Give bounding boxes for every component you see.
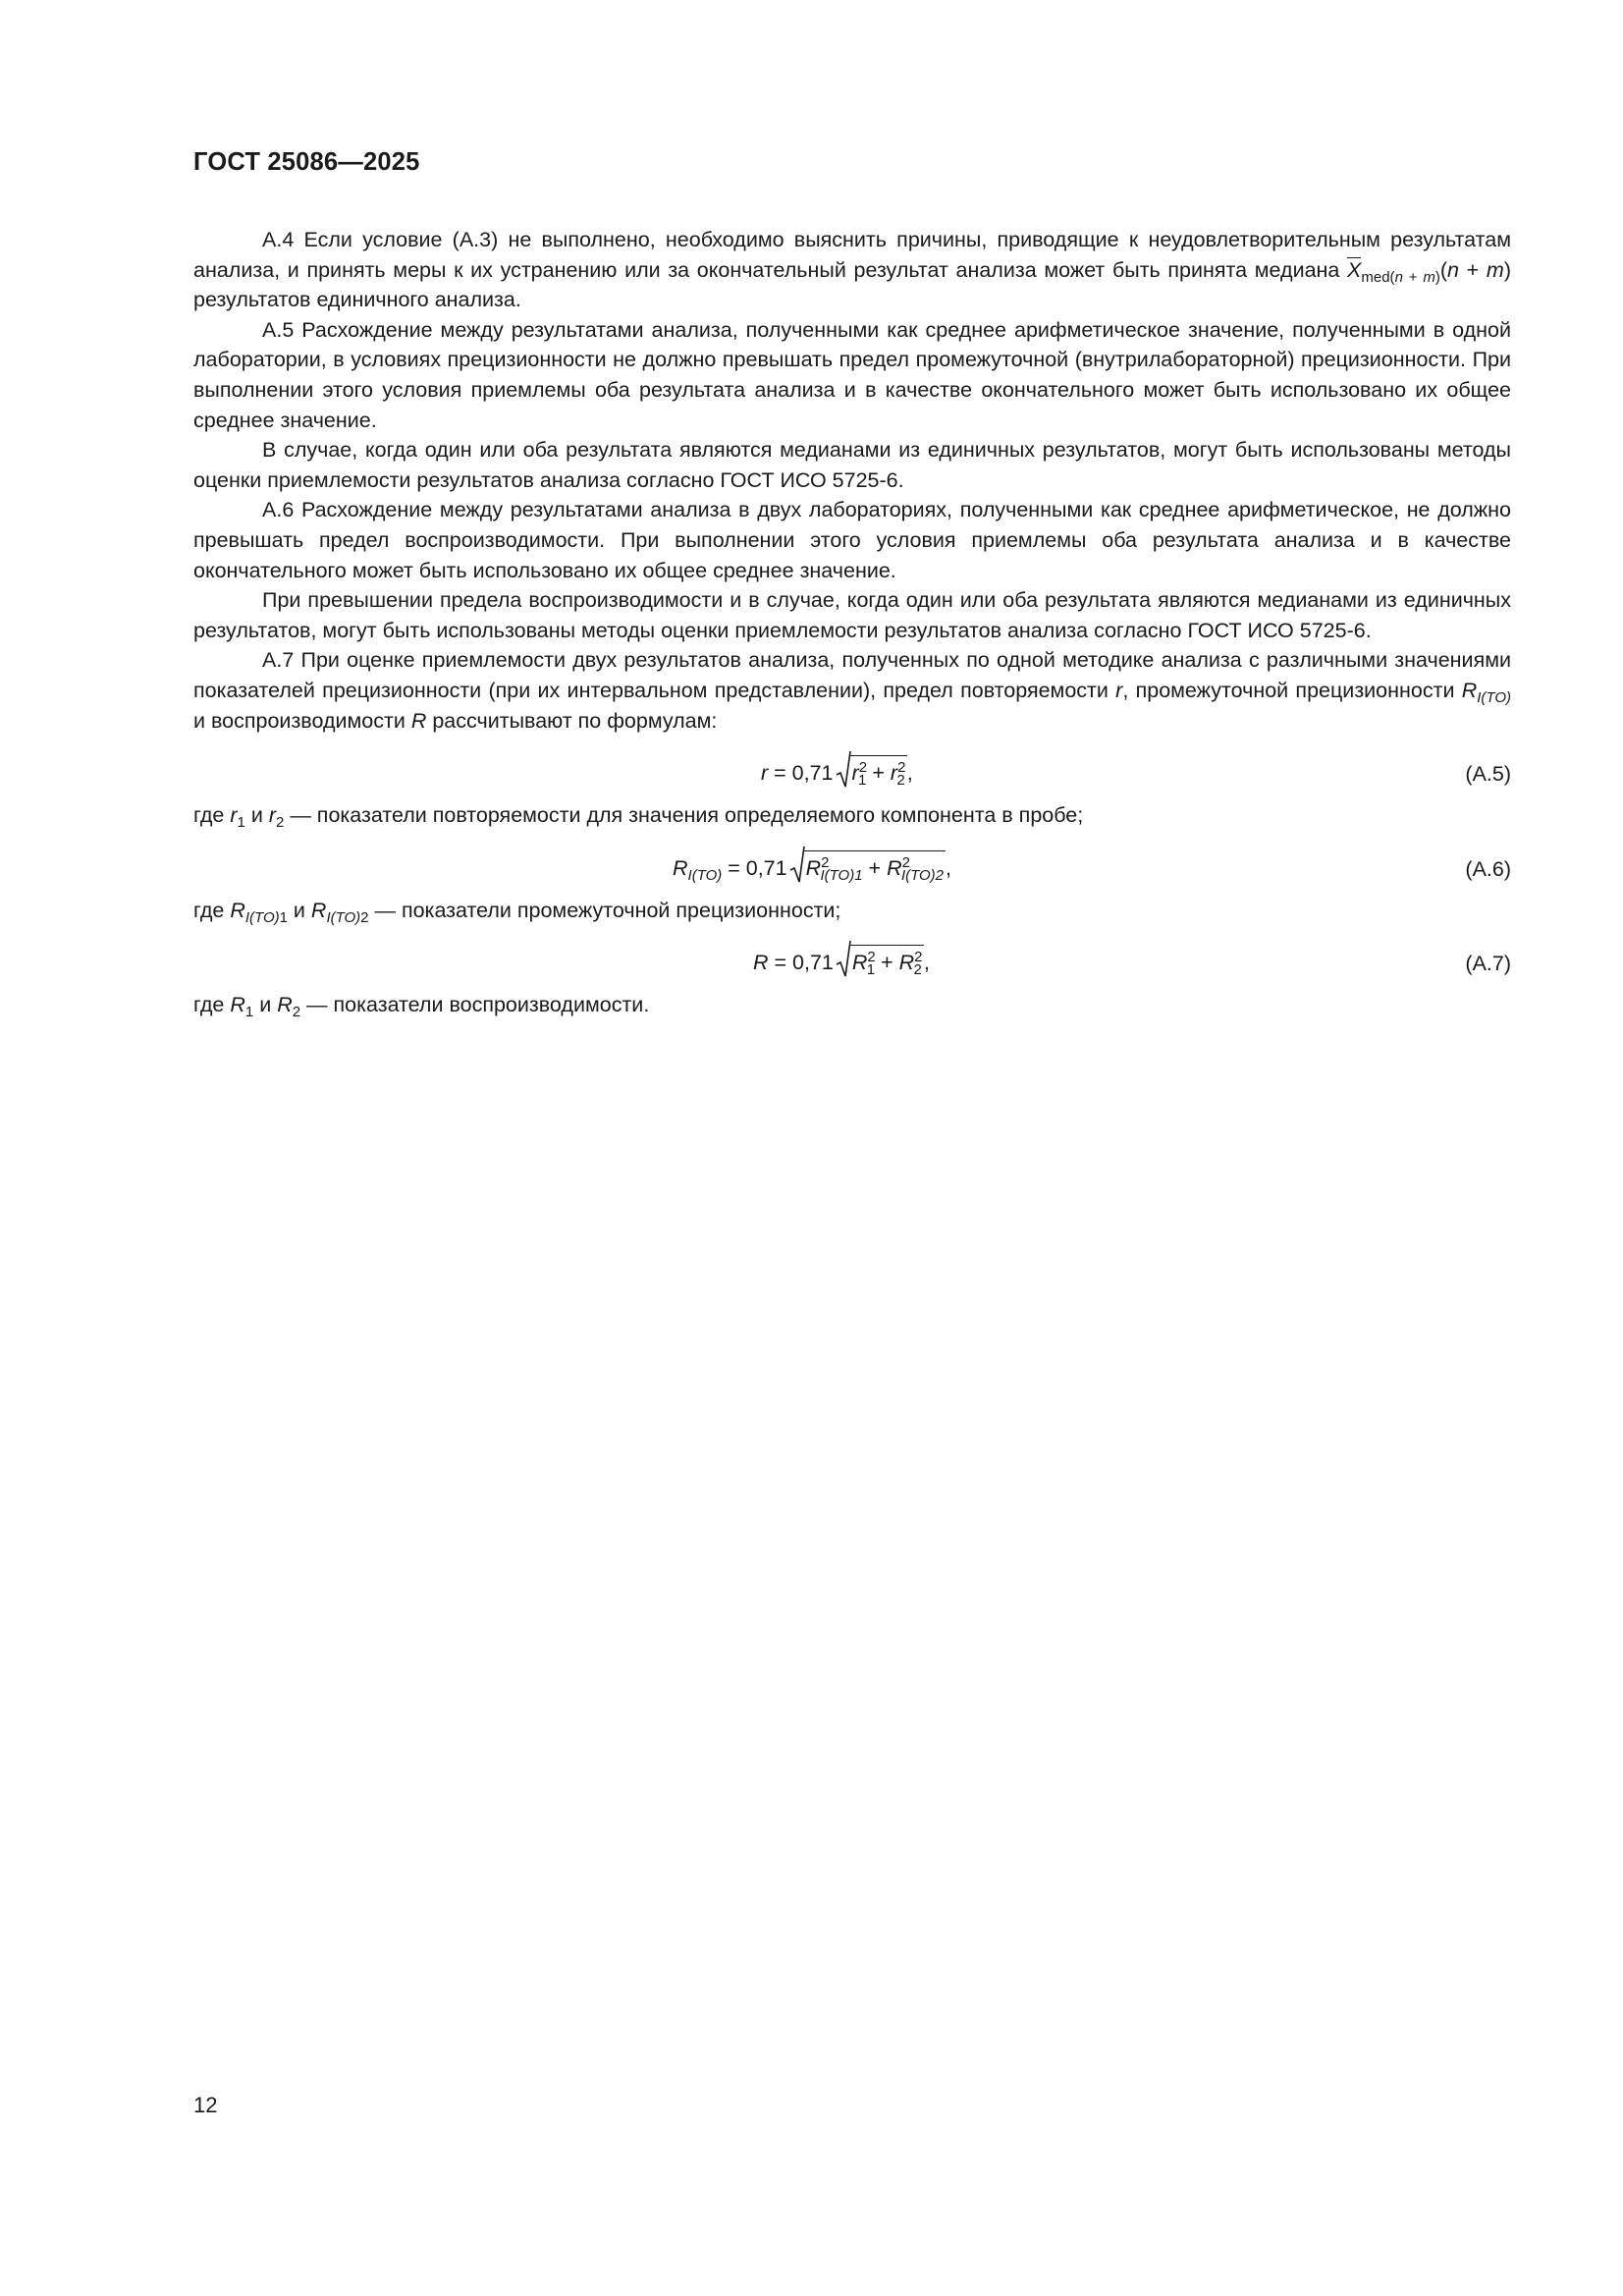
document-header: ГОСТ 25086—2025: [193, 148, 420, 176]
where-a5: где $r_1$ и $r_2$ — показатели повторяемости для значения определяемого компонента в пробе;: [193, 803, 1084, 832]
formula-a6: $R_{I(TO)} = 0,71$ $R^2_{I(TO)1} + R^2_{I(TO)2}$, (А.6): [193, 845, 1511, 892]
formula-a5: r = 0,71 $r^2_1 + r^2_2$, (А.5): [193, 749, 1511, 796]
paragraph-a6: А.6 Расхождение между результатами анализа в двух лабораториях, полученными как среднее арифметическое, не должно превышать предел воспроизводимости. При выполнении этого условия приемлемы оба результата анализа и в качестве окончательного может быть использовано их общее среднее значение.: [193, 498, 1511, 582]
square-root: $r^2_1 + r^2_2$: [836, 755, 907, 789]
paragraph-a7: А.7 При оценке приемлемости двух результатов анализа, полученных по одной методике анализа с различными значениями показателей прецизионности (при их интервальном представлении), предел повторяемости r, промежуточной прецизионности $R_{I(TO)}$ и воспроизводимости R рассчитывают по формулам:: [193, 648, 1511, 733]
document-body: [193, 225, 1511, 1020]
formula-number: (А.5): [1465, 762, 1511, 787]
page-number: 12: [193, 2093, 218, 2117]
paragraph-a6-excess: При превышении предела воспроизводимости и в случае, когда один или оба результата являются медианами из единичных результатов, могут быть использованы методы оценки приемлемости результатов анализа согласно ГОСТ ИСО 5725-6.: [193, 588, 1511, 642]
radical-sign-icon: [789, 845, 805, 884]
paragraph-a5: А.5 Расхождение между результатами анализа, полученными как среднее арифметическое значение, полученными в одной лаборатории, в условиях прецизионности не должно превышать предел промежуточной (внутрилабораторной) прецизионности. При выполнении этого условия приемлемы оба результата анализа и в качестве окончательного может быть использовано их общее среднее значение.: [193, 317, 1511, 432]
paragraph-a4: А.4 Если условие (А.3) не выполнено, необходимо выяснить причины, приводящие к неудовлетворительным результатам анализа, и принять меры к их устранению или за окончательный результат анализа может быть принята медиана $X_{med(n + m)}(n + m)$ результатов единичного анализа.: [193, 228, 1511, 312]
square-root: $R^2_1 + R^2_2$: [836, 945, 924, 978]
paragraph-a5-median: В случае, когда один или оба результата являются медианами из единичных результатов, могут быть использованы методы оценки приемлемости результатов анализа согласно ГОСТ ИСО 5725-6.: [193, 438, 1511, 492]
formula-number: (А.6): [1465, 856, 1511, 881]
formula-a7: R = 0,71 $R^2_1 + R^2_2$, (А.7): [193, 939, 1511, 986]
square-root: $R^2_{I(TO)1} + R^2_{I(TO)2}$: [789, 850, 946, 884]
formula-number: (А.7): [1465, 952, 1511, 976]
where-a7: где $R_1$ и $R_2$ — показатели воспроизводимости.: [193, 993, 650, 1021]
median-symbol: X: [1347, 257, 1362, 282]
radical-sign-icon: [836, 939, 851, 978]
where-a6: где $R_{I(TO)1}$ и $R_{I(TO)2}$ — показатели промежуточной прецизионности;: [193, 898, 841, 926]
radical-sign-icon: [836, 749, 851, 789]
